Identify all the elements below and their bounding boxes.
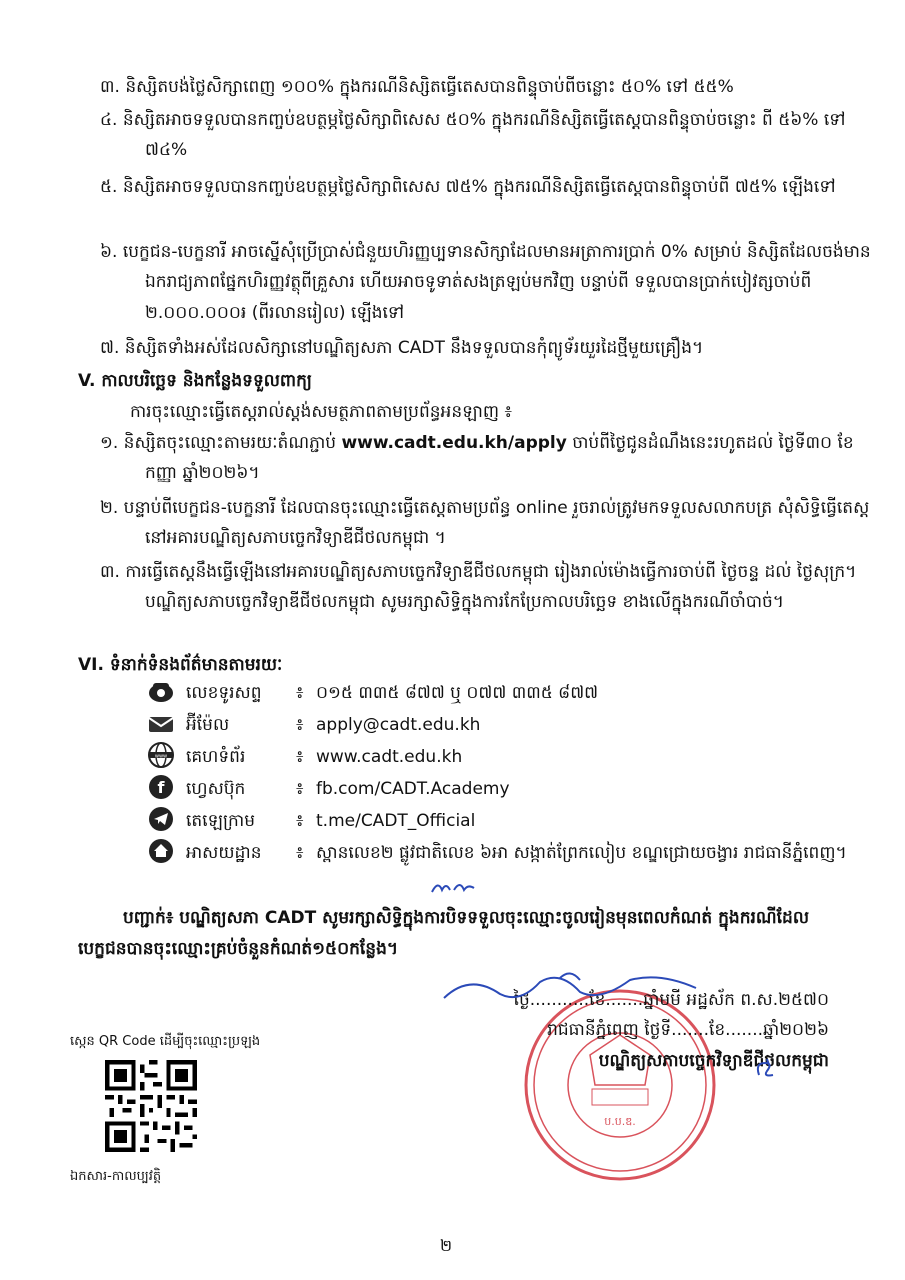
email-icon [146, 710, 176, 736]
svg-text:ប.ប.ឌ.: ប.ប.ឌ. [604, 1115, 636, 1128]
separator: ៖ [296, 843, 304, 863]
signature-mark [753, 1055, 779, 1081]
registration-item-1-tail: ចាប់ពីថ្ងៃជូនដំណឹងនេះរហូតដល់ ថ្ងៃទី៣០ ខែកញ្ញា ឆ្នាំ២០២៦។ [145, 433, 854, 484]
registration-item-1 [100, 428, 885, 489]
separator: ៖ [296, 683, 304, 703]
phone-value[interactable]: ០១៥ ៣៣៥ ៨៧៧ ឬ ០៧៧ ៣៣៥ ៨៧៧ [316, 683, 599, 703]
contact-facebook-row [146, 774, 866, 806]
email-value[interactable]: apply@cadt.edu.kh [316, 715, 481, 735]
address-value: ស្ពានលេខ២ ផ្លូវជាតិលេខ ៦អា សង្កាត់ព្រែកលៀប ខណ្ឌជ្រោយចង្វារ រាជធានីភ្នំពេញ។ [316, 843, 847, 863]
telegram-icon [146, 806, 176, 832]
contact-label: គេហទំព័រ [186, 747, 246, 767]
facebook-value[interactable]: fb.com/CADT.Academy [316, 779, 510, 799]
facebook-icon [146, 774, 176, 800]
web-icon [146, 742, 176, 768]
home-icon [146, 838, 176, 864]
svg-text:www: www [154, 753, 168, 760]
benefit-item-6: ៦. បេក្ខជន-បេក្ខនារី អាចស្នើសុំប្រើប្រាស់ជំនួយហិរញ្ញប្បទានសិក្សាដែលមានអត្រាការប្រាក់ 0% សម្រាប់ និស្សិតដែលចង់មានឯករាជ្យភាពផ្នែកហិរញ្ញវត្ថុពីគ្រួសារ ហើយអាចទូទាត់សងត្រឡប់មកវិញ បន្ទាប់ពី ទទួលបានប្រាក់បៀវត្សចាប់ពី ២.០០០.០០០៛ (ពីរលានរៀល) ឡើងទៅ [100, 242, 871, 323]
contact-list [146, 678, 866, 902]
benefit-item-7: ៧. និស្សិតទាំងអស់ដែលសិក្សានៅបណ្ឌិត្យសភា CADT នឹងទទួលបានកុំព្យូទ័រយួរដៃថ្មីមួយគ្រឿង។ [100, 338, 704, 358]
contact-web-row [146, 742, 866, 774]
contact-label: អ៊ីម៉ែល [186, 715, 230, 735]
apply-link[interactable]: www.cadt.edu.kh/apply [341, 433, 567, 453]
phone-icon [146, 678, 176, 704]
telegram-value[interactable]: t.me/CADT_Official [316, 811, 476, 831]
lunar-date: ថ្ងៃ...........ខែ.......ឆ្នាំមមី អដ្ឋស័ក ព.ស.២៥៧០ [513, 990, 829, 1010]
qr-footer: ឯកសារ-កាលប្បវត្តិ [70, 1169, 162, 1184]
svg-text:f: f [157, 778, 165, 797]
note-paragraph: បញ្ជាក់៖ បណ្ឌិត្យសភា CADT សូមរក្សាសិទ្ធិក្នុងការបិទទទួលចុះឈ្មោះចូលរៀនមុនពេលកំណត់ ក្នុងករណីដែលបេក្ខជនបានចុះឈ្មោះគ្រប់ចំនួនកំណត់១៥០កន្លែង។ [78, 908, 810, 960]
section-v-heading: V. កាលបរិច្ឆេទ និងកន្លែងទទួលពាក្យ [78, 371, 312, 391]
contact-email-row [146, 710, 866, 742]
initials-signature [430, 878, 476, 896]
signatory-name: បណ្ឌិត្យសភាបច្ចេកវិទ្យាឌីជីថលកម្ពុជា [598, 1050, 829, 1071]
contact-label: តេឡេក្រាម [186, 811, 255, 831]
registration-item-3: ៣. ការធ្វើតេស្តនឹងធ្វើឡើងនៅអគារបណ្ឌិត្យសភាបច្ចេកវិទ្យាឌីជីថលកម្ពុជា រៀងរាល់ម៉ោងធ្វើការចាប់ពី ថ្ងៃចន្ទ ដល់ ថ្ងៃសុក្រ។ បណ្ឌិត្យសភាបច្ចេកវិទ្យាឌីជីថលកម្ពុជា សូមរក្សាសិទ្ធិក្នុងការកែប្រែកាលបរិច្ឆេទ ខាងលើក្នុងករណីចាំបាច់។ [100, 562, 857, 613]
benefit-item-4: ៤. និស្សិតអាចទទួលបានកញ្ចប់ឧបត្ថម្ភថ្លៃសិក្សាពិសេស ៥០% ក្នុងករណីនិស្សិតធ្វើតេស្តបានពិន្ទុចាប់ចន្លោះ ពី ៥៦% ទៅ ៧៤% [100, 110, 846, 161]
benefit-item-3: ៣. និស្សិតបង់ថ្លៃសិក្សាពេញ ១០០% ក្នុងករណីនិស្សិតធ្វើតេសបានពិន្ទុចាប់ពីចន្លោះ ៥០% ទៅ ៥៥% [100, 77, 734, 97]
contact-telegram-row [146, 806, 866, 838]
qr-code[interactable] [105, 1060, 197, 1152]
registration-item-1-text: ១. និស្សិតចុះឈ្មោះតាមរយៈតំណភ្ជាប់ [100, 433, 342, 453]
page-number: ២ [440, 1236, 453, 1255]
separator: ៖ [296, 811, 304, 831]
benefit-item-5: ៥. និស្សិតអាចទទួលបានកញ្ចប់ឧបត្ថម្ភថ្លៃសិក្សាពិសេស ៧៥% ក្នុងករណីនិស្សិតធ្វើតេស្តបានពិន្ទុចាប់ពី ៧៥% ឡើងទៅ [100, 177, 836, 197]
contact-label: ហ្វេសប៊ុក [186, 779, 246, 799]
contact-address-row [146, 838, 866, 902]
contact-label: លេខទូរសព្ទ [186, 683, 262, 703]
section-v-intro: ការចុះឈ្មោះធ្វើតេស្តរាល់ស្តង់សមត្ថភាពតាមប្រព័ន្ធអនឡាញ ៖ [130, 402, 512, 422]
separator: ៖ [296, 747, 304, 767]
qr-label: ស្កេន QR Code ដើម្បីចុះឈ្មោះប្រឡង [70, 1034, 261, 1049]
contact-phone-row [146, 678, 866, 710]
separator: ៖ [296, 779, 304, 799]
registration-item-2: ២. បន្ទាប់ពីបេក្ខជន-បេក្ខនារី ដែលបានចុះឈ្មោះធ្វើតេស្តតាមប្រព័ន្ធ online រួចរាល់ត្រូវមកទទួលសលាកបត្រ សុំសិទ្ធិធ្វើតេស្តនៅអគារបណ្ឌិត្យសភាបច្ចេកវិទ្យាឌីជីថលកម្ពុជា ។ [100, 498, 870, 549]
contact-label: អាសយដ្ឋាន [186, 843, 262, 863]
separator: ៖ [296, 715, 304, 735]
solar-date: រាជធានីភ្នំពេញ ថ្ងៃទី.......ខែ.......ឆ្នាំ២០២៦ [547, 1020, 829, 1041]
website-value[interactable]: www.cadt.edu.kh [316, 747, 463, 767]
handwritten-signature [440, 968, 700, 1008]
section-vi-heading: VI. ទំនាក់ទំនងព័ត៌មានតាមរយៈ [78, 655, 283, 675]
